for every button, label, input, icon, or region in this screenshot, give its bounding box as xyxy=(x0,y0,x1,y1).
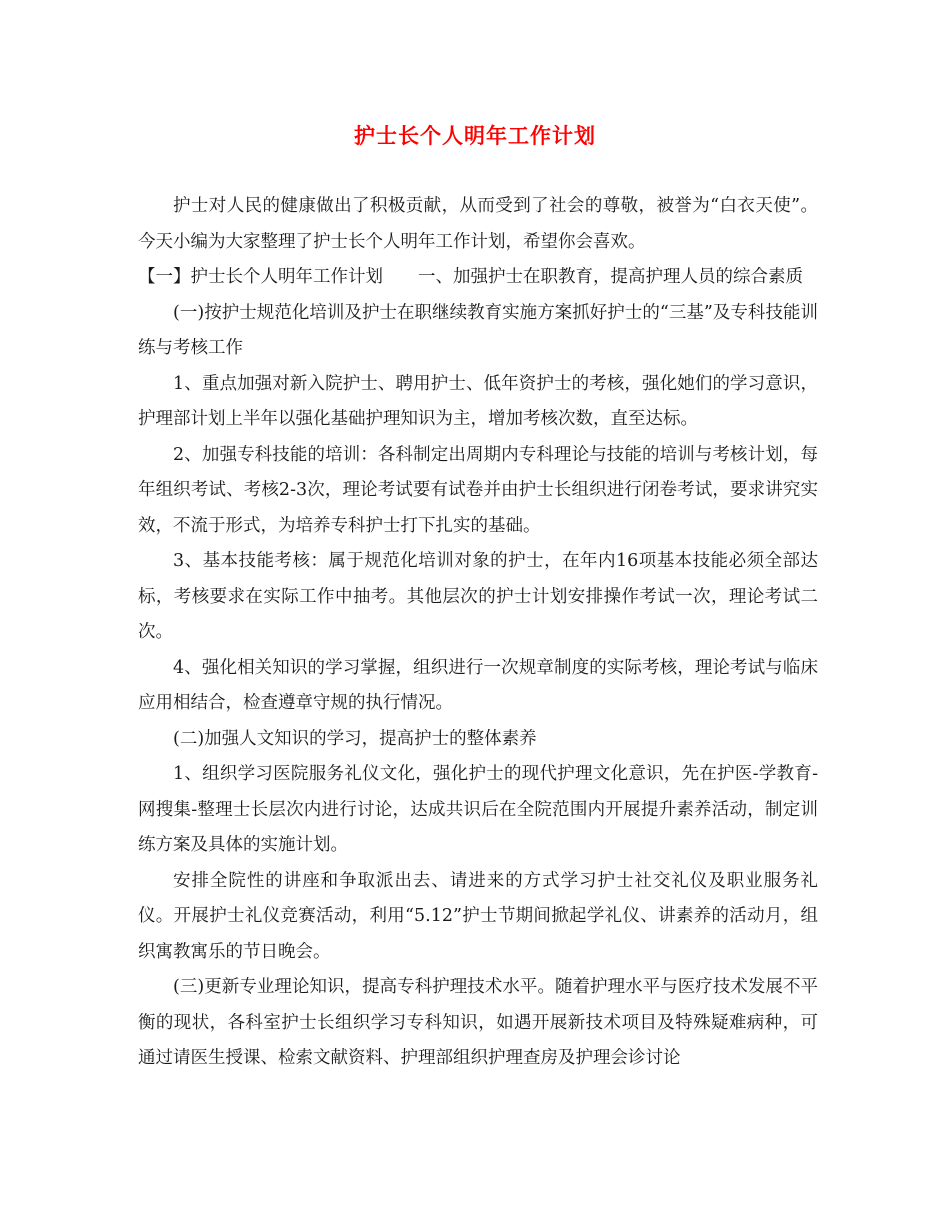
body-paragraph: (二)加强人文知识的学习，提高护士的整体素养 xyxy=(173,728,537,749)
body-paragraph: (一)按护士规范化培训及护士在职继续教育实施方案抓好护士的“三基”及专科技能训练与考核工作 xyxy=(138,302,818,358)
body-paragraph: 1、重点加强对新入院护士、聘用护士、低年资护士的考核，强化她们的学习意识，护理部计划上半年以强化基础护理知识为主，增加考核次数，直至达标。 xyxy=(138,373,818,429)
body-paragraph: 【一】护士长个人明年工作计划 一、加强护士在职教育，提高护理人员的综合素质 xyxy=(138,267,803,287)
document-body xyxy=(138,189,818,1077)
body-paragraph: 1、组织学习医院服务礼仪文化，强化护士的现代护理文化意识，先在护医-学教育-网搜集-整理士长层次内进行讨论，达成共识后在全院范围内开展提升素养活动，制定训练方案及具体的实施计划。 xyxy=(138,764,818,855)
body-paragraph: (三)更新专业理论知识，提高专科护理技术水平。随着护理水平与医疗技术发展不平衡的现状，各科室护士长组织学习专科知识，如遇开展新技术项目及特殊疑难病种，可通过请医生授课、检索文献资料、护理部组织护理查房及护理会诊讨论 xyxy=(138,977,818,1068)
body-paragraph: 4、强化相关知识的学习掌握，组织进行一次规章制度的实际考核，理论考试与临床应用相结合，检查遵章守规的执行情况。 xyxy=(138,657,818,713)
body-paragraph: 安排全院性的讲座和争取派出去、请进来的方式学习护士社交礼仪及职业服务礼仪。开展护士礼仪竞赛活动，利用“5.12”护士节期间掀起学礼仪、讲素养的活动月，组织寓教寓乐的节日晚会。 xyxy=(138,870,818,962)
body-paragraph: 3、基本技能考核：属于规范化培训对象的护士，在年内16项基本技能必须全部达标，考核要求在实际工作中抽考。其他层次的护士计划安排操作考试一次，理论考试二次。 xyxy=(138,551,818,642)
body-paragraph: 护士对人民的健康做出了积极贡献，从而受到了社会的尊敬，被誉为“白衣天使”。今天小编为大家整理了护士长个人明年工作计划，希望你会喜欢。 xyxy=(138,196,818,252)
body-paragraph: 2、加强专科技能的培训：各科制定出周期内专科理论与技能的培训与考核计划，每年组织考试、考核2-3次，理论考试要有试卷并由护士长组织进行闭卷考试，要求讲究实效，不流于形式，为培养专科护士打下扎实的基础。 xyxy=(138,444,818,536)
document-title: 护士长个人明年工作计划 xyxy=(354,123,596,148)
